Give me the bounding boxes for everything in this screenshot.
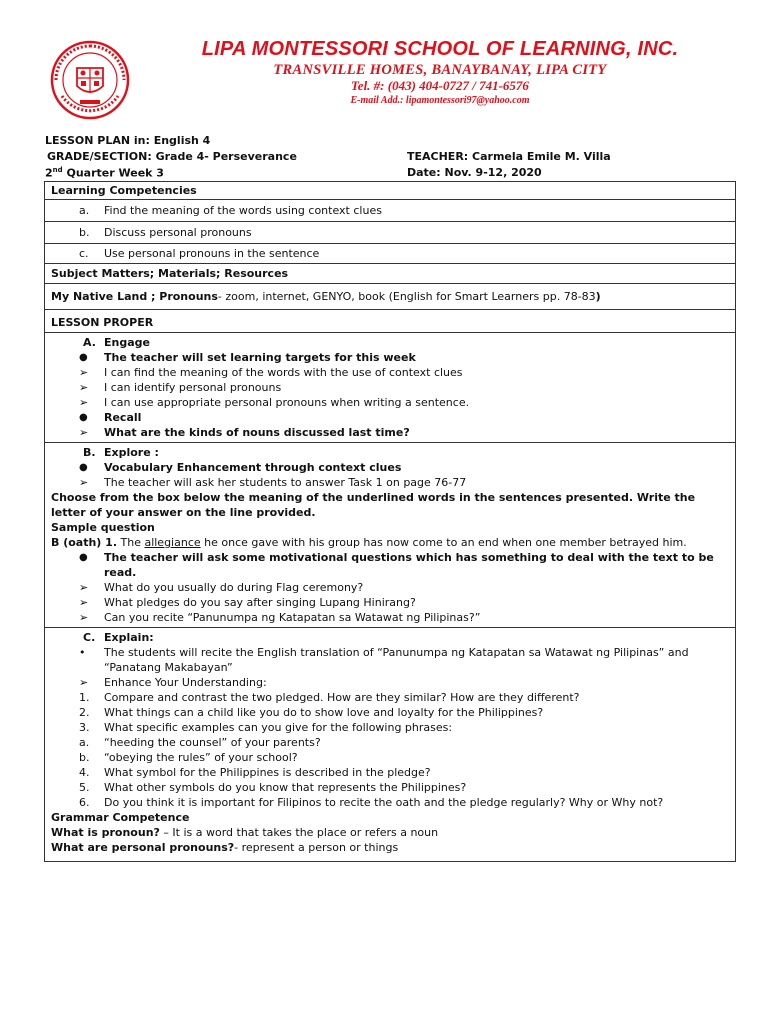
school-seal-icon (50, 40, 130, 120)
school-name: LIPA MONTESSORI SCHOOL OF LEARNING, INC. (201, 38, 679, 60)
engage-title: Engage (104, 336, 150, 349)
subject-heading: Subject Matters; Materials; Resources (45, 264, 735, 284)
lesson-date: Date: Nov. 9-12, 2020 (407, 166, 542, 179)
teacher-name: TEACHER: Carmela Emile M. Villa (407, 150, 611, 163)
lesson-plan-table (44, 181, 736, 862)
personal-pronoun-definition: What are personal pronouns?- represent a person or things (51, 841, 399, 854)
competency-item: b. Discuss personal pronouns (45, 222, 735, 244)
explore-instruction: Choose from the box below the meaning of the underlined words in the sentences presented. Write the letter of your answer on the line provided. (51, 491, 696, 519)
explore-title: Explore : (104, 446, 159, 459)
grade-section: GRADE/SECTION: Grade 4- Perseverance (47, 150, 297, 163)
letterhead (0, 0, 768, 130)
pronoun-definition: What is pronoun? – It is a word that takes the place or refers a noun (51, 826, 439, 839)
grammar-heading: Grammar Competence (51, 811, 190, 824)
school-telephone: Tel. #: (043) 404-0727 / 741-6576 (351, 78, 529, 93)
underlined-word: allegiance (144, 536, 201, 549)
explain-section: C. Explain: • The students will recite the English translation of “Panunumpa ng Katapatan sa Watawat ng Pilipinas” and “Panatang Makabayan” ➢ Enhance Your Understanding: 1. Compare and contrast the two pledged. How are they similar? How are they different? 2. What things can a child like you do to show love and loyalty for the Philippines? 3. What specific examples can you give for the following phrases: a. “heeding the counsel” of your parents? b. “obeying the rules” of your school? 4. What symbol for the Philippines is described in the pledge? 5. What other symbols do you know that represents the Philippines? 6. Do you think it is important for Filipinos to recite the oath and the pledge regularly? Why or Why not? Grammar Competence What is pronoun? – It is a word that takes the place or refers a noun What are personal pronouns?- represent a person or things (45, 628, 735, 861)
school-email: E-mail Add.: lipamontessori97@yahoo.com (350, 95, 530, 106)
competencies-heading: Learning Competencies (45, 182, 735, 200)
engage-section: A. Engage ● The teacher will set learning targets for this week ➢ I can find the meaning of the words with the use of context clues ➢ I can identify personal pronouns ➢ I can use appropriate personal pronouns when writing a sentence. ● Recall ➢ What are the kinds of nouns discussed last time? (45, 333, 735, 443)
competency-item: c. Use personal pronouns in the sentence (45, 244, 735, 264)
competency-item: a. Find the meaning of the words using context clues (45, 200, 735, 222)
lesson-plan-subject: LESSON PLAN in: English 4 (45, 134, 211, 147)
explore-section: B. Explore : ● Vocabulary Enhancement through context clues ➢ The teacher will ask her students to answer Task 1 on page 76-77 Choose from the box below the meaning of the underlined words in the sentences presented. Write the letter of your answer on the line provided. Sample question B (oath) 1. The allegiance he once gave with his group has now come to an end when one member betrayed him. ● The teacher will ask some motivational questions which has something to deal with the text to be read. ➢ What do you usually do during Flag ceremony? ➢ What pledges do you say after singing Lupang Hinirang? ➢ Can you recite “Panunumpa ng Katapatan sa Watawat ng Pilipinas?” (45, 443, 735, 628)
sample-question-heading: Sample question (51, 521, 155, 534)
explain-title: Explain: (104, 631, 154, 644)
subject-content: My Native Land ; Pronouns- zoom, internet, GENYO, book (English for Smart Learners pp. 78-83) (45, 284, 735, 310)
quarter-week: 2nd Quarter Week 3 (45, 166, 164, 180)
school-address: TRANSVILLE HOMES, BANAYBANAY, LIPA CITY (273, 62, 607, 78)
sample-question: B (oath) 1. The allegiance he once gave with his group has now come to an end when one member betrayed him. (51, 536, 687, 549)
lesson-proper-heading: LESSON PROPER (45, 310, 735, 333)
